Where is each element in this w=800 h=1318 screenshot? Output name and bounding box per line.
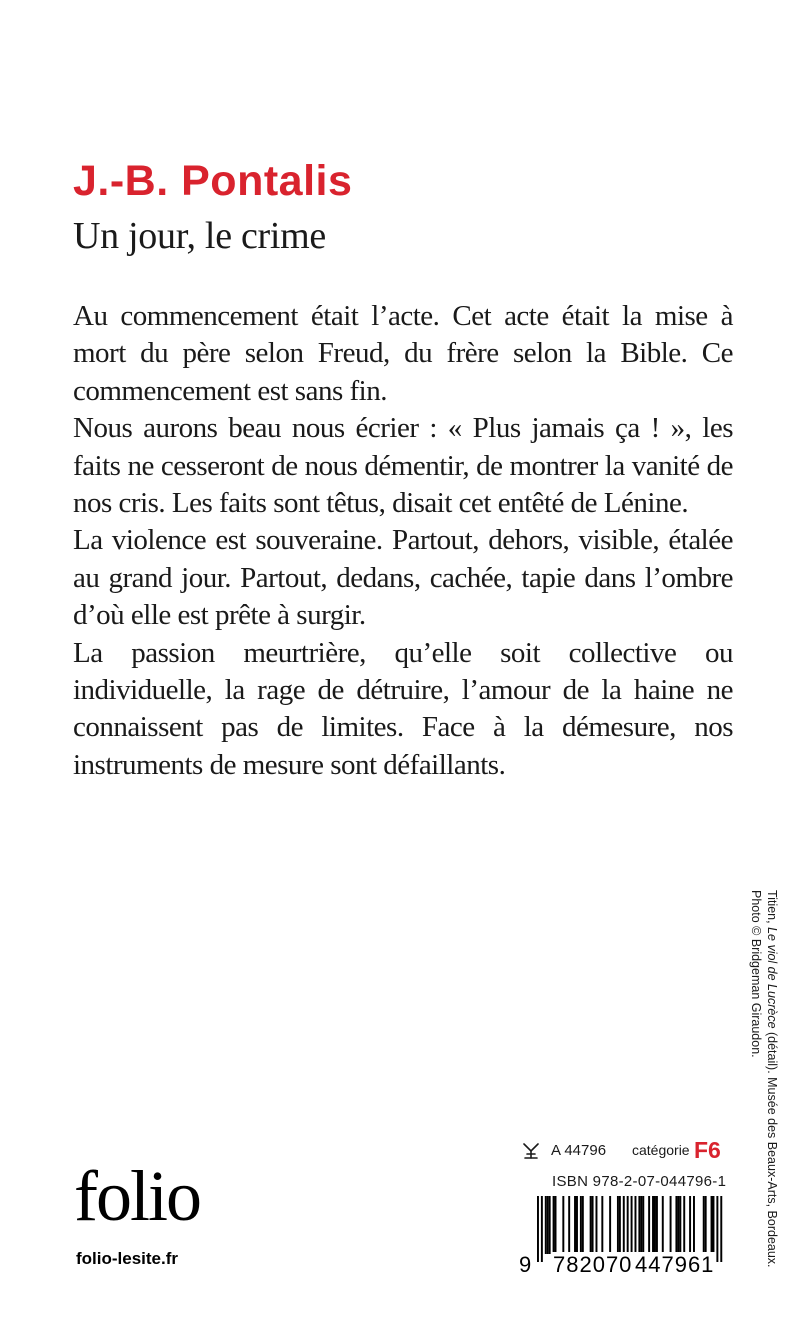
barcode-bar: [654, 1196, 656, 1254]
credit-artwork-title: Le viol de Lucrèce: [765, 927, 779, 1029]
barcode-bar: [592, 1196, 594, 1254]
barcode-bar: [705, 1196, 707, 1254]
barcode-bar: [596, 1196, 598, 1254]
barcode-bar: [623, 1196, 625, 1254]
barcode-bar: [652, 1196, 654, 1254]
barcode-bar: [683, 1196, 685, 1254]
author-name: J.-B. Pontalis: [73, 157, 353, 205]
catalog-code: A 44796: [551, 1142, 607, 1159]
barcode-bar: [549, 1196, 551, 1254]
barcode-bar: [713, 1196, 715, 1254]
barcode-bar: [662, 1196, 664, 1254]
barcode-bar: [580, 1196, 582, 1254]
credit-line-2: Photo © Bridgeman Giraudon.: [749, 890, 763, 1058]
barcode-bar: [545, 1196, 547, 1254]
folio-logo: folio: [74, 1156, 200, 1236]
barcode-bar: [638, 1196, 640, 1254]
barcode-bar: [568, 1196, 570, 1254]
barcode-bar: [677, 1196, 679, 1254]
publisher-website: folio-lesite.fr: [76, 1249, 179, 1268]
folio-gallimard-glyph-icon: [521, 1142, 541, 1160]
catalog-row: [521, 1137, 721, 1166]
credit-text: Titien,: [765, 890, 779, 928]
cover-image-credit: [748, 890, 780, 1268]
barcode-bar: [574, 1196, 576, 1254]
barcode-bar: [617, 1196, 619, 1254]
category-label: catégorie: [632, 1142, 690, 1158]
credit-line-1: [764, 890, 780, 1268]
blurb-paragraph: La passion meurtrière, qu’elle soit collective ou individuelle, la rage de détruire, l’amour de la haine ne connaissent pas de limites. Face à la démesure, nos instruments de mesure sont défaillants.: [73, 636, 733, 781]
barcode-first-digit: 9: [519, 1252, 532, 1277]
credit-text: (détail). Musée des Beaux-Arts, Bordeaux.: [765, 1028, 779, 1268]
barcode-bar: [640, 1196, 642, 1254]
barcode-bar: [679, 1196, 681, 1254]
barcode-right-group: 447961: [635, 1252, 715, 1277]
ean-barcode: [519, 1196, 724, 1278]
blurb-paragraph: Nous aurons beau nous écrier : « Plus jamais ça ! », les faits ne cesseront de nous démentir, de montrer la vanité de nos cris. Les faits sont têtus, disait cet entêté de Lénine.: [73, 412, 733, 520]
barcode-bar: [547, 1196, 549, 1254]
barcode-bar: [582, 1196, 584, 1254]
barcode-bar: [703, 1196, 705, 1254]
book-title: Un jour, le crime: [73, 215, 326, 257]
blurb-paragraph: Au commencement était l’acte. Cet acte était la mise à mort du père selon Freud, du frère selon la Bible. Ce commencement est sans fin.: [73, 300, 733, 407]
barcode-bar: [648, 1196, 650, 1254]
barcode-bar: [670, 1196, 672, 1254]
barcode-bar: [555, 1196, 557, 1254]
barcode-bar: [675, 1196, 677, 1254]
blurb-paragraph: La violence est souveraine. Partout, dehors, visible, étalée au grand jour. Partout, dedans, cachée, tapie dans l’ombre d’où elle est prête à surgir.: [73, 524, 733, 632]
back-cover-blurb: [73, 298, 733, 784]
barcode-bar: [553, 1196, 555, 1254]
barcode-bar: [693, 1196, 695, 1254]
barcode-bar: [689, 1196, 691, 1254]
barcode-bar: [601, 1196, 603, 1254]
category-value: F6: [694, 1137, 721, 1163]
barcode-bar: [609, 1196, 611, 1254]
barcode-bar: [642, 1196, 644, 1254]
barcode-bar: [656, 1196, 658, 1254]
barcode-bar: [590, 1196, 592, 1254]
barcode-left-group: 782070: [553, 1252, 633, 1277]
barcode-bar: [711, 1196, 713, 1254]
barcode-digits: [519, 1252, 724, 1278]
barcode-bar: [619, 1196, 621, 1254]
barcode-bar: [576, 1196, 578, 1254]
barcode-bar: [635, 1196, 637, 1254]
isbn: ISBN 978-2-07-044796-1: [552, 1173, 727, 1190]
barcode-bar: [562, 1196, 564, 1254]
